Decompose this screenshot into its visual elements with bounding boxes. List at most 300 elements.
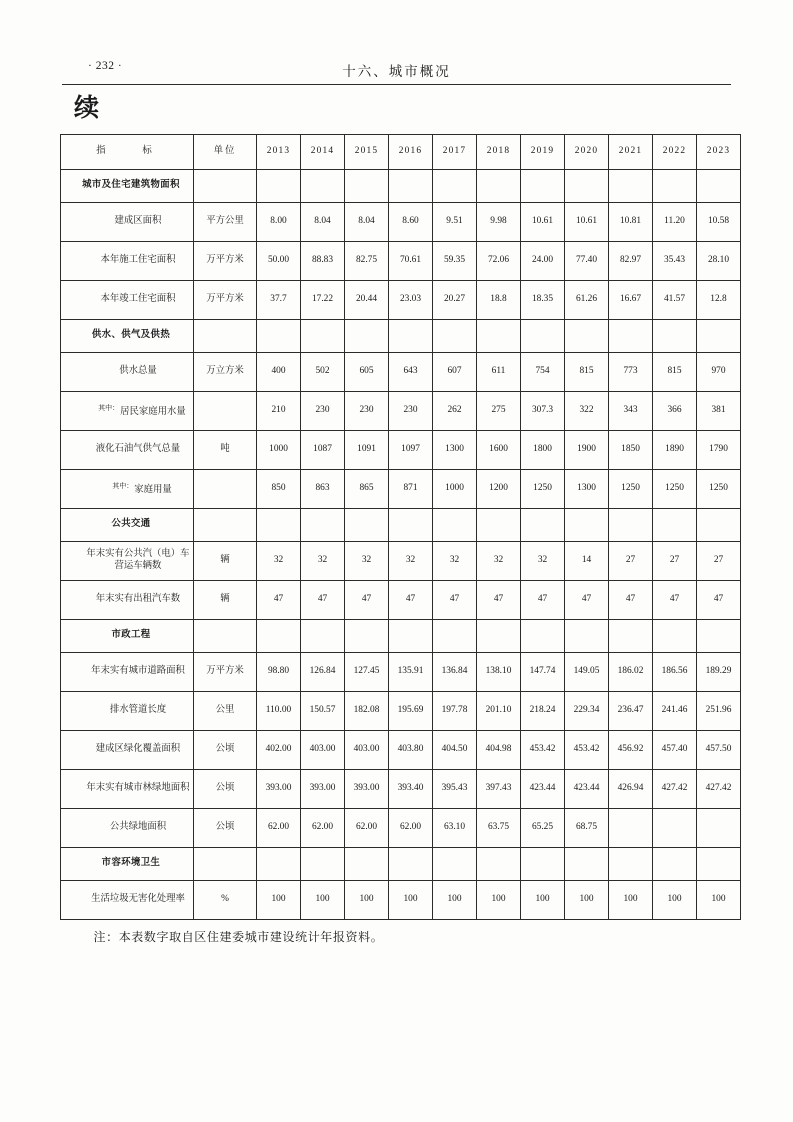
row-value-2022 (653, 509, 697, 542)
row-value-2015: 605 (345, 353, 389, 392)
row-value-2020: 14 (565, 542, 609, 581)
row-value-2016: 70.61 (389, 242, 433, 281)
row-value-2014 (301, 320, 345, 353)
row-value-2023: 28.10 (697, 242, 741, 281)
row-value-2015: 403.00 (345, 731, 389, 770)
row-value-2023: 427.42 (697, 770, 741, 809)
row-value-2021: 343 (609, 392, 653, 431)
row-value-2018: 138.10 (477, 653, 521, 692)
row-value-2022: 1890 (653, 431, 697, 470)
row-value-2018: 9.98 (477, 203, 521, 242)
row-unit: 公里 (194, 692, 257, 731)
row-value-2021 (609, 620, 653, 653)
row-value-2021 (609, 809, 653, 848)
row-unit (194, 470, 257, 509)
row-value-2018 (477, 320, 521, 353)
row-value-2019 (521, 170, 565, 203)
row-unit: 公顷 (194, 770, 257, 809)
row-value-2016: 230 (389, 392, 433, 431)
row-value-2023: 100 (697, 881, 741, 920)
row-unit: % (194, 881, 257, 920)
row-value-2017: 32 (433, 542, 477, 581)
column-header-year-2023: 2023 (697, 135, 741, 170)
row-value-2013 (257, 170, 301, 203)
row-value-2022: 47 (653, 581, 697, 620)
row-value-2016: 871 (389, 470, 433, 509)
row-value-2023: 12.8 (697, 281, 741, 320)
row-unit (194, 170, 257, 203)
row-value-2022: 815 (653, 353, 697, 392)
row-value-2021: 82.97 (609, 242, 653, 281)
row-value-2021: 186.02 (609, 653, 653, 692)
column-header-year-2018: 2018 (477, 135, 521, 170)
row-value-2021: 100 (609, 881, 653, 920)
row-value-2013 (257, 848, 301, 881)
row-value-2018 (477, 509, 521, 542)
row-value-2021: 773 (609, 353, 653, 392)
row-value-2014 (301, 170, 345, 203)
row-value-2017: 197.78 (433, 692, 477, 731)
row-value-2022 (653, 170, 697, 203)
row-value-2021: 236.47 (609, 692, 653, 731)
column-header-year-2019: 2019 (521, 135, 565, 170)
table-row (61, 848, 741, 881)
row-value-2017: 404.50 (433, 731, 477, 770)
row-value-2022: 11.20 (653, 203, 697, 242)
row-value-2018: 275 (477, 392, 521, 431)
row-value-2014: 32 (301, 542, 345, 581)
row-value-2015: 182.08 (345, 692, 389, 731)
row-value-2014: 17.22 (301, 281, 345, 320)
row-value-2016: 8.60 (389, 203, 433, 242)
row-value-2022: 366 (653, 392, 697, 431)
row-value-2016 (389, 509, 433, 542)
row-indicator-label: 生活垃圾无害化处理率 (61, 881, 194, 920)
row-value-2019: 1800 (521, 431, 565, 470)
table-row (61, 881, 741, 920)
row-value-2014: 47 (301, 581, 345, 620)
table-row (61, 170, 741, 203)
row-value-2020: 453.42 (565, 731, 609, 770)
row-value-2013: 850 (257, 470, 301, 509)
row-value-2019 (521, 509, 565, 542)
row-value-2023: 970 (697, 353, 741, 392)
row-value-2014: 150.57 (301, 692, 345, 731)
row-value-2020: 77.40 (565, 242, 609, 281)
row-value-2020 (565, 170, 609, 203)
row-indicator-label: 年末实有城市道路面积 (61, 653, 194, 692)
row-value-2013: 1000 (257, 431, 301, 470)
table-row (61, 353, 741, 392)
row-value-2016 (389, 620, 433, 653)
row-value-2018: 1200 (477, 470, 521, 509)
row-value-2020 (565, 620, 609, 653)
row-group-label: 公共交通 (61, 509, 194, 542)
row-indicator-label: 建成区绿化覆盖面积 (61, 731, 194, 770)
row-indicator-label: 年末实有出租汽车数 (61, 581, 194, 620)
row-value-2018 (477, 620, 521, 653)
row-value-2014: 863 (301, 470, 345, 509)
row-group-label: 供水、供气及供热 (61, 320, 194, 353)
row-value-2021: 456.92 (609, 731, 653, 770)
table-row (61, 809, 741, 848)
row-value-2016: 62.00 (389, 809, 433, 848)
row-value-2022: 241.46 (653, 692, 697, 731)
column-header-year-2017: 2017 (433, 135, 477, 170)
table-row (61, 620, 741, 653)
row-indicator-label: 年末实有城市林绿地面积 (61, 770, 194, 809)
row-value-2019: 24.00 (521, 242, 565, 281)
row-value-2019: 218.24 (521, 692, 565, 731)
table-row (61, 542, 741, 581)
row-value-2020: 149.05 (565, 653, 609, 692)
row-value-2020 (565, 848, 609, 881)
row-unit: 万平方米 (194, 653, 257, 692)
row-value-2014: 62.00 (301, 809, 345, 848)
row-value-2022: 457.40 (653, 731, 697, 770)
row-value-2015 (345, 320, 389, 353)
row-value-2021 (609, 509, 653, 542)
row-value-2015: 47 (345, 581, 389, 620)
row-value-2015 (345, 509, 389, 542)
table-row (61, 320, 741, 353)
row-unit (194, 509, 257, 542)
row-value-2013: 210 (257, 392, 301, 431)
row-value-2023 (697, 509, 741, 542)
row-indicator-label (61, 392, 194, 431)
row-value-2017 (433, 509, 477, 542)
column-header-unit: 单位 (194, 135, 257, 170)
row-value-2019: 423.44 (521, 770, 565, 809)
row-value-2016: 135.91 (389, 653, 433, 692)
header-rule (62, 84, 731, 85)
chapter-title: 十六、城市概况 (342, 64, 451, 79)
row-value-2018: 201.10 (477, 692, 521, 731)
row-group-label: 城市及住宅建筑物面积 (61, 170, 194, 203)
table-row (61, 653, 741, 692)
row-value-2017: 100 (433, 881, 477, 920)
row-unit (194, 392, 257, 431)
row-indicator-text: 家庭用量 (134, 484, 172, 495)
row-value-2021: 27 (609, 542, 653, 581)
row-value-2023: 457.50 (697, 731, 741, 770)
row-value-2018 (477, 170, 521, 203)
row-value-2023: 381 (697, 392, 741, 431)
row-value-2013: 100 (257, 881, 301, 920)
row-value-2014: 8.04 (301, 203, 345, 242)
row-unit: 辆 (194, 542, 257, 581)
row-value-2022: 41.57 (653, 281, 697, 320)
row-value-2019: 147.74 (521, 653, 565, 692)
row-value-2013: 62.00 (257, 809, 301, 848)
row-value-2016 (389, 320, 433, 353)
row-value-2016: 23.03 (389, 281, 433, 320)
column-header-year-2015: 2015 (345, 135, 389, 170)
row-value-2019: 754 (521, 353, 565, 392)
row-value-2016: 1097 (389, 431, 433, 470)
row-indicator-label: 本年竣工住宅面积 (61, 281, 194, 320)
row-value-2015 (345, 620, 389, 653)
row-value-2015: 32 (345, 542, 389, 581)
row-value-2021: 426.94 (609, 770, 653, 809)
row-value-2018: 611 (477, 353, 521, 392)
row-value-2017: 607 (433, 353, 477, 392)
row-value-2020: 815 (565, 353, 609, 392)
row-value-2016: 643 (389, 353, 433, 392)
row-value-2023 (697, 320, 741, 353)
row-value-2013: 393.00 (257, 770, 301, 809)
row-value-2015: 230 (345, 392, 389, 431)
row-value-2015: 82.75 (345, 242, 389, 281)
table-row (61, 770, 741, 809)
row-value-2017: 47 (433, 581, 477, 620)
table-row (61, 203, 741, 242)
row-value-2022: 100 (653, 881, 697, 920)
row-value-2018: 1600 (477, 431, 521, 470)
row-value-2015 (345, 848, 389, 881)
row-value-2017 (433, 620, 477, 653)
table-row (61, 581, 741, 620)
row-value-2018: 397.43 (477, 770, 521, 809)
table-header (61, 135, 741, 170)
row-value-2023: 1790 (697, 431, 741, 470)
page-number: · 232 · (88, 60, 123, 72)
row-value-2015: 8.04 (345, 203, 389, 242)
row-unit: 辆 (194, 581, 257, 620)
row-value-2017: 20.27 (433, 281, 477, 320)
row-unit: 公顷 (194, 731, 257, 770)
row-value-2015 (345, 170, 389, 203)
row-value-2021: 1250 (609, 470, 653, 509)
row-value-2022 (653, 620, 697, 653)
row-indicator-label: 排水管道长度 (61, 692, 194, 731)
continued-label: 续 (74, 94, 101, 122)
column-header-year-2022: 2022 (653, 135, 697, 170)
row-value-2014: 126.84 (301, 653, 345, 692)
row-value-2020: 1300 (565, 470, 609, 509)
row-value-2014: 1087 (301, 431, 345, 470)
row-value-2018: 72.06 (477, 242, 521, 281)
row-value-2013: 110.00 (257, 692, 301, 731)
row-value-2013: 8.00 (257, 203, 301, 242)
row-value-2013 (257, 620, 301, 653)
row-unit (194, 320, 257, 353)
row-value-2021: 16.67 (609, 281, 653, 320)
row-group-label: 市容环境卫生 (61, 848, 194, 881)
row-value-2013: 37.7 (257, 281, 301, 320)
row-unit: 平方公里 (194, 203, 257, 242)
row-value-2023: 27 (697, 542, 741, 581)
column-header-year-2016: 2016 (389, 135, 433, 170)
row-value-2017: 1300 (433, 431, 477, 470)
row-value-2013 (257, 509, 301, 542)
row-value-2014: 100 (301, 881, 345, 920)
table-row (61, 509, 741, 542)
table-body (61, 170, 741, 920)
row-unit: 万立方米 (194, 353, 257, 392)
row-value-2020: 322 (565, 392, 609, 431)
row-value-2021 (609, 170, 653, 203)
row-value-2018: 63.75 (477, 809, 521, 848)
row-value-2020 (565, 320, 609, 353)
row-value-2017 (433, 848, 477, 881)
column-header-year-2013: 2013 (257, 135, 301, 170)
row-value-2016: 100 (389, 881, 433, 920)
row-value-2019: 47 (521, 581, 565, 620)
row-indicator-label: 供水总量 (61, 353, 194, 392)
row-value-2015: 20.44 (345, 281, 389, 320)
table-row (61, 431, 741, 470)
row-value-2016 (389, 848, 433, 881)
row-value-2017 (433, 170, 477, 203)
row-value-2023 (697, 848, 741, 881)
row-prefix-note: 其中： (98, 403, 120, 412)
row-value-2014 (301, 620, 345, 653)
row-unit (194, 620, 257, 653)
row-value-2022 (653, 320, 697, 353)
row-value-2014: 502 (301, 353, 345, 392)
row-value-2022: 427.42 (653, 770, 697, 809)
row-value-2023: 47 (697, 581, 741, 620)
running-head (60, 52, 733, 82)
column-header-indicator: 指 标 (61, 135, 194, 170)
row-value-2020: 100 (565, 881, 609, 920)
row-value-2020: 61.26 (565, 281, 609, 320)
row-value-2019 (521, 848, 565, 881)
row-value-2023 (697, 170, 741, 203)
row-value-2019 (521, 620, 565, 653)
row-value-2013 (257, 320, 301, 353)
row-value-2023: 10.58 (697, 203, 741, 242)
row-value-2019: 1250 (521, 470, 565, 509)
row-value-2020: 68.75 (565, 809, 609, 848)
row-value-2021 (609, 848, 653, 881)
table-row (61, 242, 741, 281)
column-header-year-2021: 2021 (609, 135, 653, 170)
row-group-label: 市政工程 (61, 620, 194, 653)
row-value-2019: 32 (521, 542, 565, 581)
column-header-year-2020: 2020 (565, 135, 609, 170)
row-value-2022 (653, 809, 697, 848)
row-value-2014: 403.00 (301, 731, 345, 770)
row-indicator-label: 建成区面积 (61, 203, 194, 242)
row-value-2020: 1900 (565, 431, 609, 470)
row-value-2019: 100 (521, 881, 565, 920)
row-indicator-label: 本年施工住宅面积 (61, 242, 194, 281)
row-value-2022 (653, 848, 697, 881)
row-unit (194, 848, 257, 881)
row-value-2020 (565, 509, 609, 542)
row-value-2018 (477, 848, 521, 881)
row-value-2016: 32 (389, 542, 433, 581)
row-value-2021: 10.81 (609, 203, 653, 242)
row-value-2016 (389, 170, 433, 203)
row-indicator-label: 年末实有公共汽（电）车营运车辆数 (61, 542, 194, 581)
row-prefix-note: 其中： (112, 481, 134, 490)
row-value-2019 (521, 320, 565, 353)
column-header-year-2014: 2014 (301, 135, 345, 170)
row-value-2013: 50.00 (257, 242, 301, 281)
row-value-2019: 453.42 (521, 731, 565, 770)
row-value-2017: 9.51 (433, 203, 477, 242)
row-value-2020: 10.61 (565, 203, 609, 242)
row-value-2015: 1091 (345, 431, 389, 470)
table-footnote: 注：本表数字取自区住建委城市建设统计年报资料。 (93, 930, 384, 944)
row-value-2017: 136.84 (433, 653, 477, 692)
row-value-2018: 404.98 (477, 731, 521, 770)
row-value-2016: 403.80 (389, 731, 433, 770)
row-value-2020: 229.34 (565, 692, 609, 731)
row-value-2023 (697, 620, 741, 653)
row-value-2015: 393.00 (345, 770, 389, 809)
row-value-2022: 27 (653, 542, 697, 581)
row-value-2023: 1250 (697, 470, 741, 509)
row-value-2021: 1850 (609, 431, 653, 470)
row-value-2022: 186.56 (653, 653, 697, 692)
row-value-2014 (301, 509, 345, 542)
row-indicator-text: 居民家庭用水量 (120, 406, 186, 417)
row-value-2014: 230 (301, 392, 345, 431)
row-value-2018: 100 (477, 881, 521, 920)
table-header-row (61, 135, 741, 170)
row-value-2017: 395.43 (433, 770, 477, 809)
row-value-2016: 47 (389, 581, 433, 620)
row-value-2019: 18.35 (521, 281, 565, 320)
row-value-2015: 865 (345, 470, 389, 509)
row-value-2015: 62.00 (345, 809, 389, 848)
row-value-2023: 251.96 (697, 692, 741, 731)
row-value-2017: 1000 (433, 470, 477, 509)
row-indicator-label (61, 470, 194, 509)
row-value-2014: 88.83 (301, 242, 345, 281)
row-value-2017: 63.10 (433, 809, 477, 848)
row-unit: 万平方米 (194, 242, 257, 281)
table-row (61, 470, 741, 509)
row-value-2015: 100 (345, 881, 389, 920)
row-value-2016: 393.40 (389, 770, 433, 809)
row-unit: 吨 (194, 431, 257, 470)
row-value-2021: 47 (609, 581, 653, 620)
row-value-2020: 47 (565, 581, 609, 620)
row-value-2013: 400 (257, 353, 301, 392)
row-value-2019: 307.3 (521, 392, 565, 431)
row-unit: 公顷 (194, 809, 257, 848)
row-unit: 万平方米 (194, 281, 257, 320)
row-value-2017: 262 (433, 392, 477, 431)
row-value-2013: 98.80 (257, 653, 301, 692)
table-row (61, 731, 741, 770)
row-value-2023: 189.29 (697, 653, 741, 692)
table-row (61, 392, 741, 431)
row-value-2021 (609, 320, 653, 353)
row-value-2019: 10.61 (521, 203, 565, 242)
row-value-2013: 47 (257, 581, 301, 620)
row-value-2015: 127.45 (345, 653, 389, 692)
row-value-2022: 35.43 (653, 242, 697, 281)
statistics-table (60, 134, 741, 920)
row-value-2014: 393.00 (301, 770, 345, 809)
row-value-2013: 32 (257, 542, 301, 581)
table-row (61, 281, 741, 320)
table-row (61, 692, 741, 731)
row-value-2017 (433, 320, 477, 353)
row-indicator-label: 公共绿地面积 (61, 809, 194, 848)
row-value-2018: 32 (477, 542, 521, 581)
row-value-2018: 18.8 (477, 281, 521, 320)
row-value-2018: 47 (477, 581, 521, 620)
row-value-2017: 59.35 (433, 242, 477, 281)
row-value-2020: 423.44 (565, 770, 609, 809)
